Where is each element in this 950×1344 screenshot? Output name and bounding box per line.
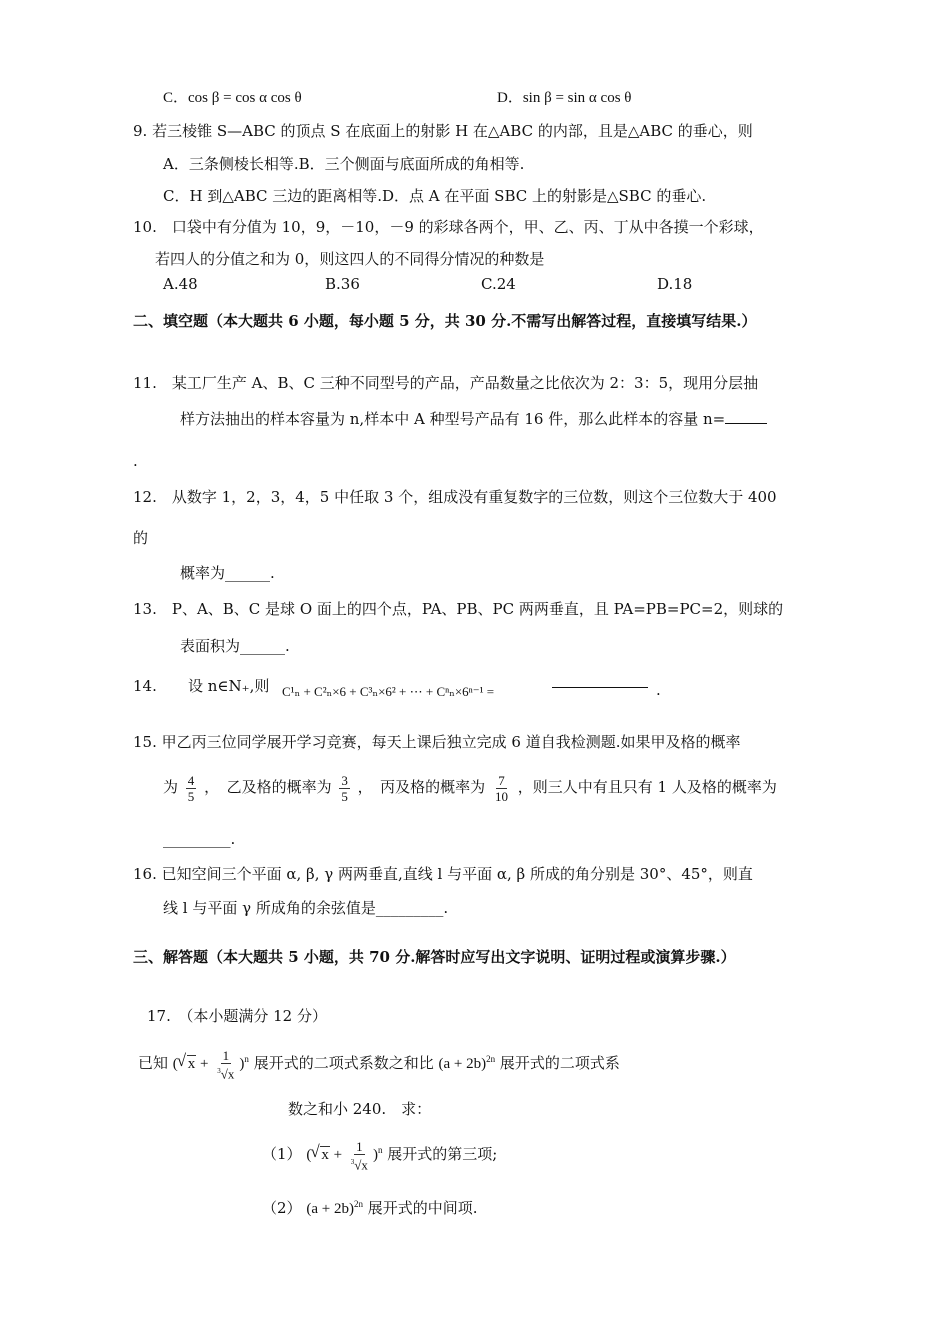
q11-line-2-text: 样方法抽出的样本容量为 n,样本中 A 种型号产品有 16 件，那么此样本的容量 n= xyxy=(180,410,726,428)
q10-option-d: D.18 xyxy=(657,275,693,293)
q14-number: 14. xyxy=(133,677,157,695)
q11-answer-blank xyxy=(725,409,767,424)
q15-bing: ， 丙及格的概率为 xyxy=(357,778,486,796)
section-2-heading: 二、填空题（本大题共 6 小题，每小题 5 分，共 30 分.不需写出解答过程，直接填写结果.） xyxy=(133,312,757,330)
q15-fraction-jia-den: 5 xyxy=(187,788,195,804)
q14-lead: 设 n∈N₊,则 xyxy=(188,677,270,695)
q17-expr-root-sum-2: (√ x + $\frac{1}{^3√x}$ )$^n$ xyxy=(306,1147,382,1163)
q10-option-c: C.24 xyxy=(481,275,516,293)
q15-fraction-bing-den: 10 xyxy=(494,788,508,804)
q17-part-1 xyxy=(262,1131,497,1174)
q15-yi: ， 乙及格的概率为 xyxy=(204,778,332,796)
q14-expression: C¹ₙ + C²ₙ×6 + C³ₙ×6² + ⋯ + Cⁿₙ×6ⁿ⁻¹ = xyxy=(282,684,495,699)
q16-line-1: 16. 已知空间三个平面 α, β, γ 两两垂直,直线 l 与平面 α, β 所成的角分别是 30°、45°，则直 xyxy=(133,865,753,883)
q15-fraction-bing xyxy=(493,773,510,804)
q10-stem-1: 10. 口袋中有分值为 10，9，－10，－9 的彩球各两个，甲、乙、丙、丁从中各摸一个彩球， xyxy=(133,218,764,236)
q15-wei: 为 xyxy=(163,778,179,796)
q13-line-1: 13. P、A、B、C 是球 O 面上的四个点，PA、PB、PC 两两垂直，且 PA=PB=PC=2，则球的 xyxy=(133,600,784,618)
q9-stem: 9. 若三棱锥 S—ABC 的顶点 S 在底面上的射影 H 在△ABC 的内部，且是△ABC 的垂心，则 xyxy=(133,122,753,140)
q9-options-ab: A．三条侧棱长相等.B．三个侧面与底面所成的角相等. xyxy=(163,155,525,173)
q17-expr-root-sum-1: (√ x + $\frac{1}{^3√x}$ )$^n$ xyxy=(173,1056,249,1072)
q15-fraction-jia-num: 4 xyxy=(187,772,195,788)
q14-end: . xyxy=(656,681,661,699)
q12-line-3: 概率为______. xyxy=(180,564,275,582)
q17-title: 17. （本小题满分 12 分） xyxy=(147,1007,327,1025)
q9-options-cd: C．H 到△ABC 三边的距离相等.D．点 A 在平面 SBC 上的射影是△SBC 的垂心. xyxy=(163,187,707,205)
q15-fraction-jia xyxy=(186,773,197,804)
q13-line-2: 表面积为______. xyxy=(180,637,290,655)
q17-tail: 展开式的二项式系 xyxy=(499,1054,620,1072)
q11-line-2 xyxy=(180,409,767,429)
q17-mid: 展开式的二项式系数之和比 xyxy=(253,1054,434,1072)
q17-expr-binom-2: $(a + 2b)^{2n}$ xyxy=(306,1199,363,1217)
q15-tail: ，则三人中有且只有 1 人及格的概率为 xyxy=(517,778,777,796)
q11-line-3: . xyxy=(133,452,138,470)
q10-option-a: A.48 xyxy=(163,275,198,293)
q10-stem-2: 若四人的分值之和为 0，则这四人的不同得分情况的种数是 xyxy=(155,250,545,268)
q17-part-2 xyxy=(262,1194,478,1219)
q15-fraction-bing-num: 7 xyxy=(498,772,505,788)
q15-line-1: 15. 甲乙丙三位同学展开学习竞赛，每天上课后独立完成 6 道自我检测题.如果甲及格的概率 xyxy=(133,733,741,751)
q17-line-1 xyxy=(138,1040,620,1083)
q17-part-2-tail: 展开式的中间项. xyxy=(367,1199,478,1217)
q8-option-d: D．sin β = sin α cos θ xyxy=(497,90,632,106)
q17-part-2-label: （2） xyxy=(262,1199,302,1217)
q17-part-1-tail: 展开式的第三项; xyxy=(387,1145,498,1163)
q8-option-c: C．cos β = cos α cos θ xyxy=(163,90,302,106)
q16-line-2: 线 l 与平面 γ 所成角的余弦值是_________. xyxy=(163,899,449,917)
q14-answer-blank xyxy=(552,686,648,688)
q17-frac-2: $\frac{1}{^3√x}$ xyxy=(350,1138,368,1173)
q17-lead: 已知 xyxy=(138,1054,169,1072)
q15-fraction-yi-num: 3 xyxy=(341,772,348,788)
q12-line-1: 12. 从数字 1，2，3，4，5 中任取 3 个，组成没有重复数字的三位数，则这个三位数大于 400 xyxy=(133,488,777,506)
q17-line-2: 数之和小 240. 求： xyxy=(288,1100,432,1118)
q11-line-1: 11. 某工厂生产 A、B、C 三种不同型号的产品，产品数量之比依次为 2：3：5，现用分层抽 xyxy=(133,374,759,392)
q15-fraction-yi-den: 5 xyxy=(341,788,348,804)
q15-fraction-yi xyxy=(339,773,350,804)
q12-line-2: 的 xyxy=(133,529,149,547)
q17-part-1-label: （1） xyxy=(262,1145,302,1163)
section-3-heading: 三、解答题（本大题共 5 小题，共 70 分.解答时应写出文字说明、证明过程或演算步骤.） xyxy=(133,948,736,966)
q17-expr-binom-1: $(a + 2b)^{2n}$ xyxy=(438,1054,496,1072)
q15-line-3: _________. xyxy=(163,830,236,848)
q15-line-2 xyxy=(163,770,777,804)
q10-option-b: B.36 xyxy=(325,275,360,293)
q17-frac-1: $\frac{1}{^3√x}$ xyxy=(217,1047,235,1082)
